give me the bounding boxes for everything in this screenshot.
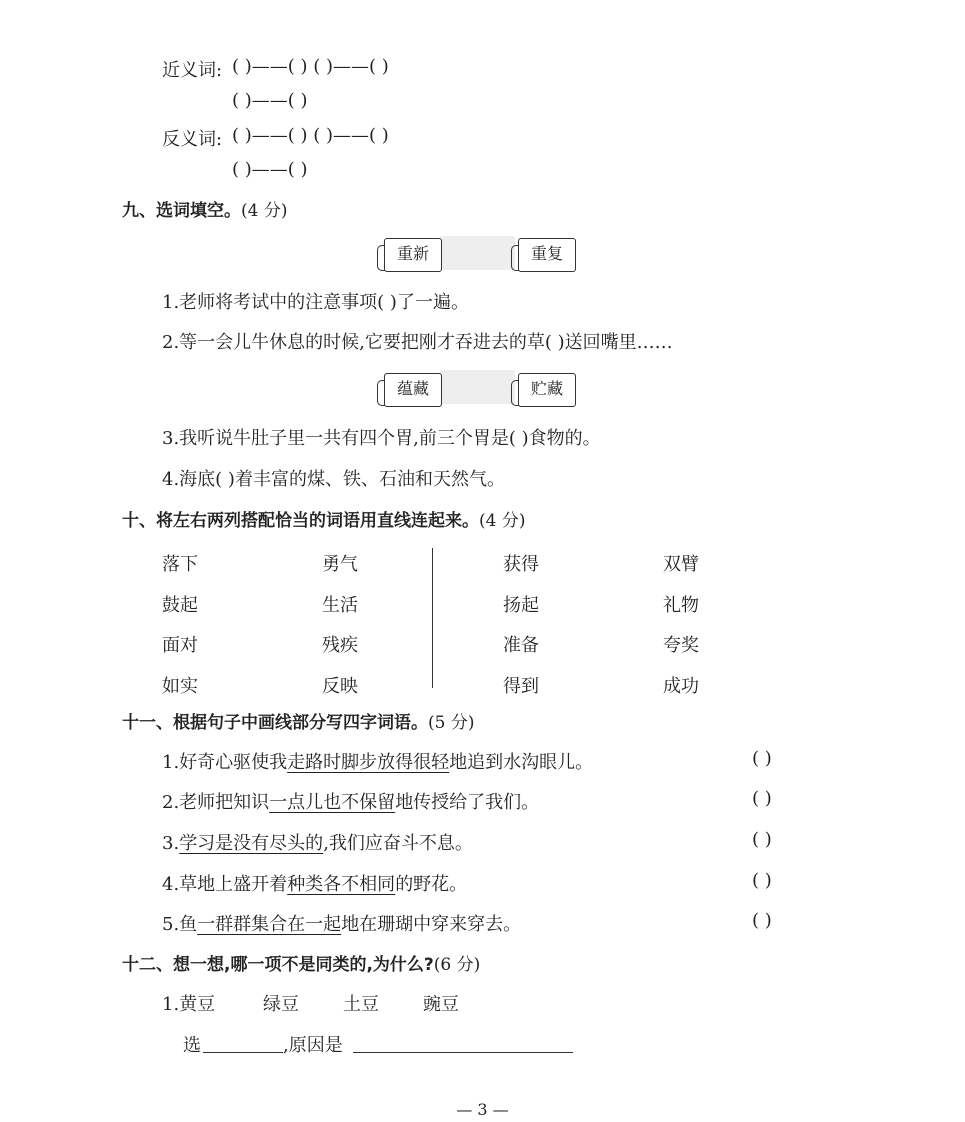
section11-heading <box>122 708 474 733</box>
reason-label: ,原因是 <box>283 1035 343 1056</box>
section9-q1[interactable]: 1.老师将考试中的注意事项( )了一遍。 <box>162 292 469 313</box>
section11-item-5 <box>162 910 521 936</box>
item-text: 3. <box>162 833 180 854</box>
section9-heading <box>122 196 287 221</box>
match-word[interactable]: 生活 <box>322 594 358 616</box>
item-text: 地在珊瑚中穿来穿去。 <box>341 914 522 935</box>
section12-option-4: 豌豆 <box>423 994 459 1015</box>
match-word[interactable]: 准备 <box>503 635 539 656</box>
section9-title: 九、选词填空。 <box>122 201 241 221</box>
antonyms-row2[interactable]: ( )——( ) <box>232 159 308 180</box>
section11-item-1 <box>162 748 593 774</box>
section12-title: 十二、想一想,哪一项不是同类的,为什么? <box>122 955 434 975</box>
section11-item-3 <box>162 829 473 855</box>
section9-q4[interactable]: 4.海底( )着丰富的煤、铁、石油和天然气。 <box>162 469 505 490</box>
choose-label: 选 <box>183 1035 201 1056</box>
section11-title: 十一、根据句子中画线部分写四字词语。 <box>122 713 428 733</box>
item-text: 5.鱼 <box>162 914 198 935</box>
item-text: 的野花。 <box>395 874 468 895</box>
section10-heading <box>122 506 525 531</box>
match-word[interactable]: 得到 <box>503 675 539 697</box>
match-word[interactable]: 残疾 <box>322 635 358 656</box>
item-text: 地追到水沟眼儿。 <box>449 752 594 773</box>
match-word[interactable]: 落下 <box>162 554 198 575</box>
item-text: 地传授给了我们。 <box>395 792 540 813</box>
word-card-1: 重新 <box>384 238 442 272</box>
match-word[interactable]: 双臂 <box>663 554 699 575</box>
match-word[interactable]: 成功 <box>663 675 699 697</box>
item-text: 2.老师把知识 <box>162 792 270 813</box>
scroll-shadow <box>440 236 515 270</box>
section11-points: (5 分) <box>428 713 475 733</box>
section11-item-2 <box>162 788 539 814</box>
match-word[interactable]: 勇气 <box>322 554 358 575</box>
item-text: ,我们应奋斗不息。 <box>323 833 473 854</box>
section12-option-2: 绿豆 <box>263 994 299 1015</box>
match-right-col1 <box>503 545 539 707</box>
underlined-phrase: 走路时脚步放得很轻 <box>287 752 450 773</box>
column-divider <box>432 548 433 688</box>
match-right-col2 <box>663 545 699 707</box>
synonyms-row2[interactable]: ( )——( ) <box>232 90 308 111</box>
item-text: 1.好奇心驱使我 <box>162 752 288 773</box>
match-word[interactable]: 获得 <box>503 554 539 575</box>
match-word[interactable]: 反映 <box>322 675 358 697</box>
match-word[interactable]: 鼓起 <box>162 594 198 616</box>
underlined-phrase: 种类各不相同 <box>287 874 396 895</box>
answer-blank-1[interactable]: ( ) <box>752 748 772 769</box>
underlined-phrase: 一点儿也不保留 <box>269 792 396 813</box>
answer-blank-5[interactable]: ( ) <box>752 910 772 931</box>
antonyms-label: 反义词: <box>162 129 223 150</box>
word-card-3: 蕴藏 <box>384 373 442 407</box>
underlined-phrase: 学习是没有尽头的 <box>179 833 324 854</box>
synonyms-row1[interactable]: ( )——( ) ( )——( ) <box>232 56 389 77</box>
page-number: — 3 — <box>456 1100 509 1119</box>
synonyms-label: 近义词: <box>162 60 223 81</box>
section12-option-1: 1.黄豆 <box>162 994 216 1015</box>
antonyms-row1[interactable]: ( )——( ) ( )——( ) <box>232 125 389 146</box>
answer-blank-3[interactable]: ( ) <box>752 829 772 850</box>
section9-q2[interactable]: 2.等一会儿牛休息的时候,它要把刚才吞进去的草( )送回嘴里…… <box>162 332 673 353</box>
answer-blank-2[interactable]: ( ) <box>752 788 772 809</box>
section9-q3[interactable]: 3.我听说牛肚子里一共有四个胃,前三个胃是( )食物的。 <box>162 428 601 449</box>
section9-points: (4 分) <box>241 201 288 221</box>
section11-item-4 <box>162 870 467 896</box>
match-left-col1 <box>162 545 198 707</box>
match-word[interactable]: 扬起 <box>503 594 539 616</box>
section10-title: 十、将左右两列搭配恰当的词语用直线连起来。 <box>122 511 479 531</box>
section12-option-3: 土豆 <box>343 994 379 1015</box>
choose-blank[interactable] <box>203 1052 283 1053</box>
reason-blank[interactable] <box>353 1052 573 1053</box>
scroll-shadow <box>440 370 515 404</box>
section12-points: (6 分) <box>433 955 481 975</box>
word-card-2: 重复 <box>518 238 576 272</box>
answer-blank-4[interactable]: ( ) <box>752 870 772 891</box>
section10-points: (4 分) <box>479 511 526 531</box>
match-word[interactable]: 夸奖 <box>663 635 699 656</box>
match-word[interactable]: 礼物 <box>663 594 699 616</box>
word-card-4: 贮藏 <box>518 373 576 407</box>
underlined-phrase: 一群群集合在一起 <box>197 914 342 935</box>
match-left-col2 <box>322 545 358 707</box>
item-text: 4.草地上盛开着 <box>162 874 288 895</box>
match-word[interactable]: 如实 <box>162 675 198 697</box>
section12-heading <box>122 950 480 975</box>
match-word[interactable]: 面对 <box>162 635 198 656</box>
